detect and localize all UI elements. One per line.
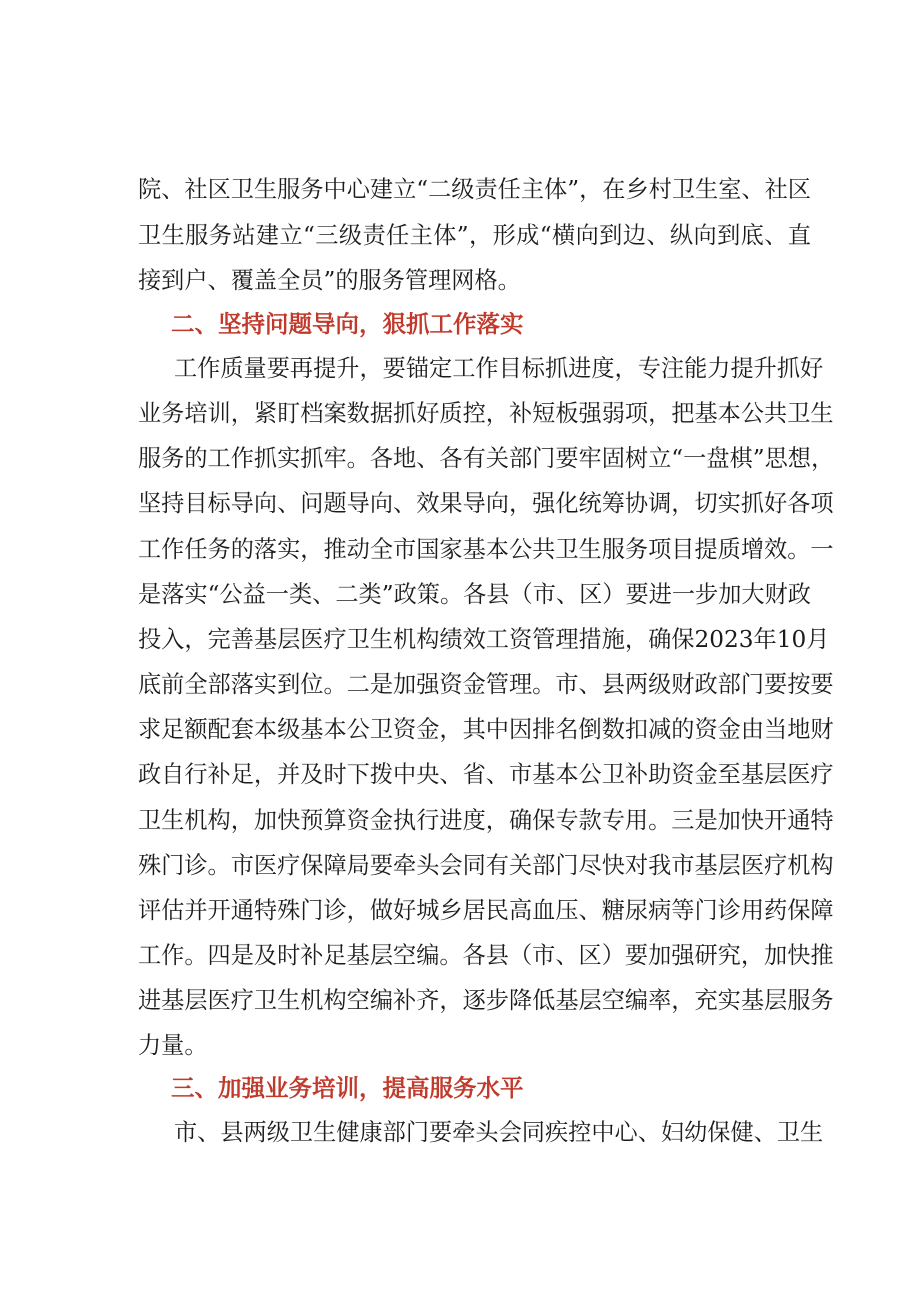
- text-line: 市、县两级卫生健康部门要牵头会同疾控中心、妇幼保健、卫生: [174, 1119, 824, 1146]
- text-line: 评估并开通特殊门诊，做好城乡居民高血压、糖尿病等门诊用药保障: [138, 897, 834, 924]
- text-line: 投入，完善基层医疗卫生机构绩效工资管理措施，确保2023年10月: [138, 626, 830, 653]
- text-line: 政自行补足，并及时下拨中央、省、市基本公卫补助资金至基层医疗: [138, 761, 834, 788]
- text-line: 卫生服务站建立“三级责任主体”，形成“横向到边、纵向到底、直: [138, 222, 811, 249]
- section-heading-3: 三、加强业务培训，提高服务水平: [171, 1074, 524, 1102]
- text-line: 接到户、覆盖全员”的服务管理网格。: [138, 267, 521, 294]
- text-line: 求足额配套本级基本公卫资金，其中因排名倒数扣减的资金由当地财: [138, 716, 834, 743]
- text-line: 业务培训，紧盯档案数据抓好质控，补短板强弱项，把基本公共卫生: [138, 400, 834, 427]
- text-line: 进基层医疗卫生机构空编补齐，逐步降低基层空编率，充实基层服务: [138, 987, 834, 1014]
- text-line: 工作。四是及时补足基层空编。各县（市、区）要加强研究，加快推: [138, 942, 834, 969]
- text-line: 底前全部落实到位。二是加强资金管理。市、县两级财政部门要按要: [138, 671, 834, 698]
- text-line: 是落实“公益一类、二类”政策。各县（市、区）要进一步加大财政: [138, 581, 811, 608]
- section-heading-2: 二、坚持问题导向，狠抓工作落实: [171, 310, 524, 338]
- text-line: 服务的工作抓实抓牢。各地、各有关部门要牢固树立“一盘棋”思想，: [138, 445, 835, 472]
- text-line: 院、社区卫生服务中心建立“二级责任主体”，在乡村卫生室、社区: [138, 176, 811, 203]
- text-line: 卫生机构，加快预算资金执行进度，确保专款专用。三是加快开通特: [138, 807, 834, 834]
- text-line: 工作质量要再提升，要锚定工作目标抓进度，专注能力提升抓好: [174, 355, 824, 382]
- text-line: 力量。: [138, 1032, 208, 1059]
- text-line: 坚持目标导向、问题导向、效果导向，强化统筹协调，切实抓好各项: [138, 490, 834, 517]
- text-line: 殊门诊。市医疗保障局要牵头会同有关部门尽快对我市基层医疗机构: [138, 852, 834, 879]
- text-line: 工作任务的落实，推动全市国家基本公共卫生服务项目提质增效。一: [138, 536, 834, 563]
